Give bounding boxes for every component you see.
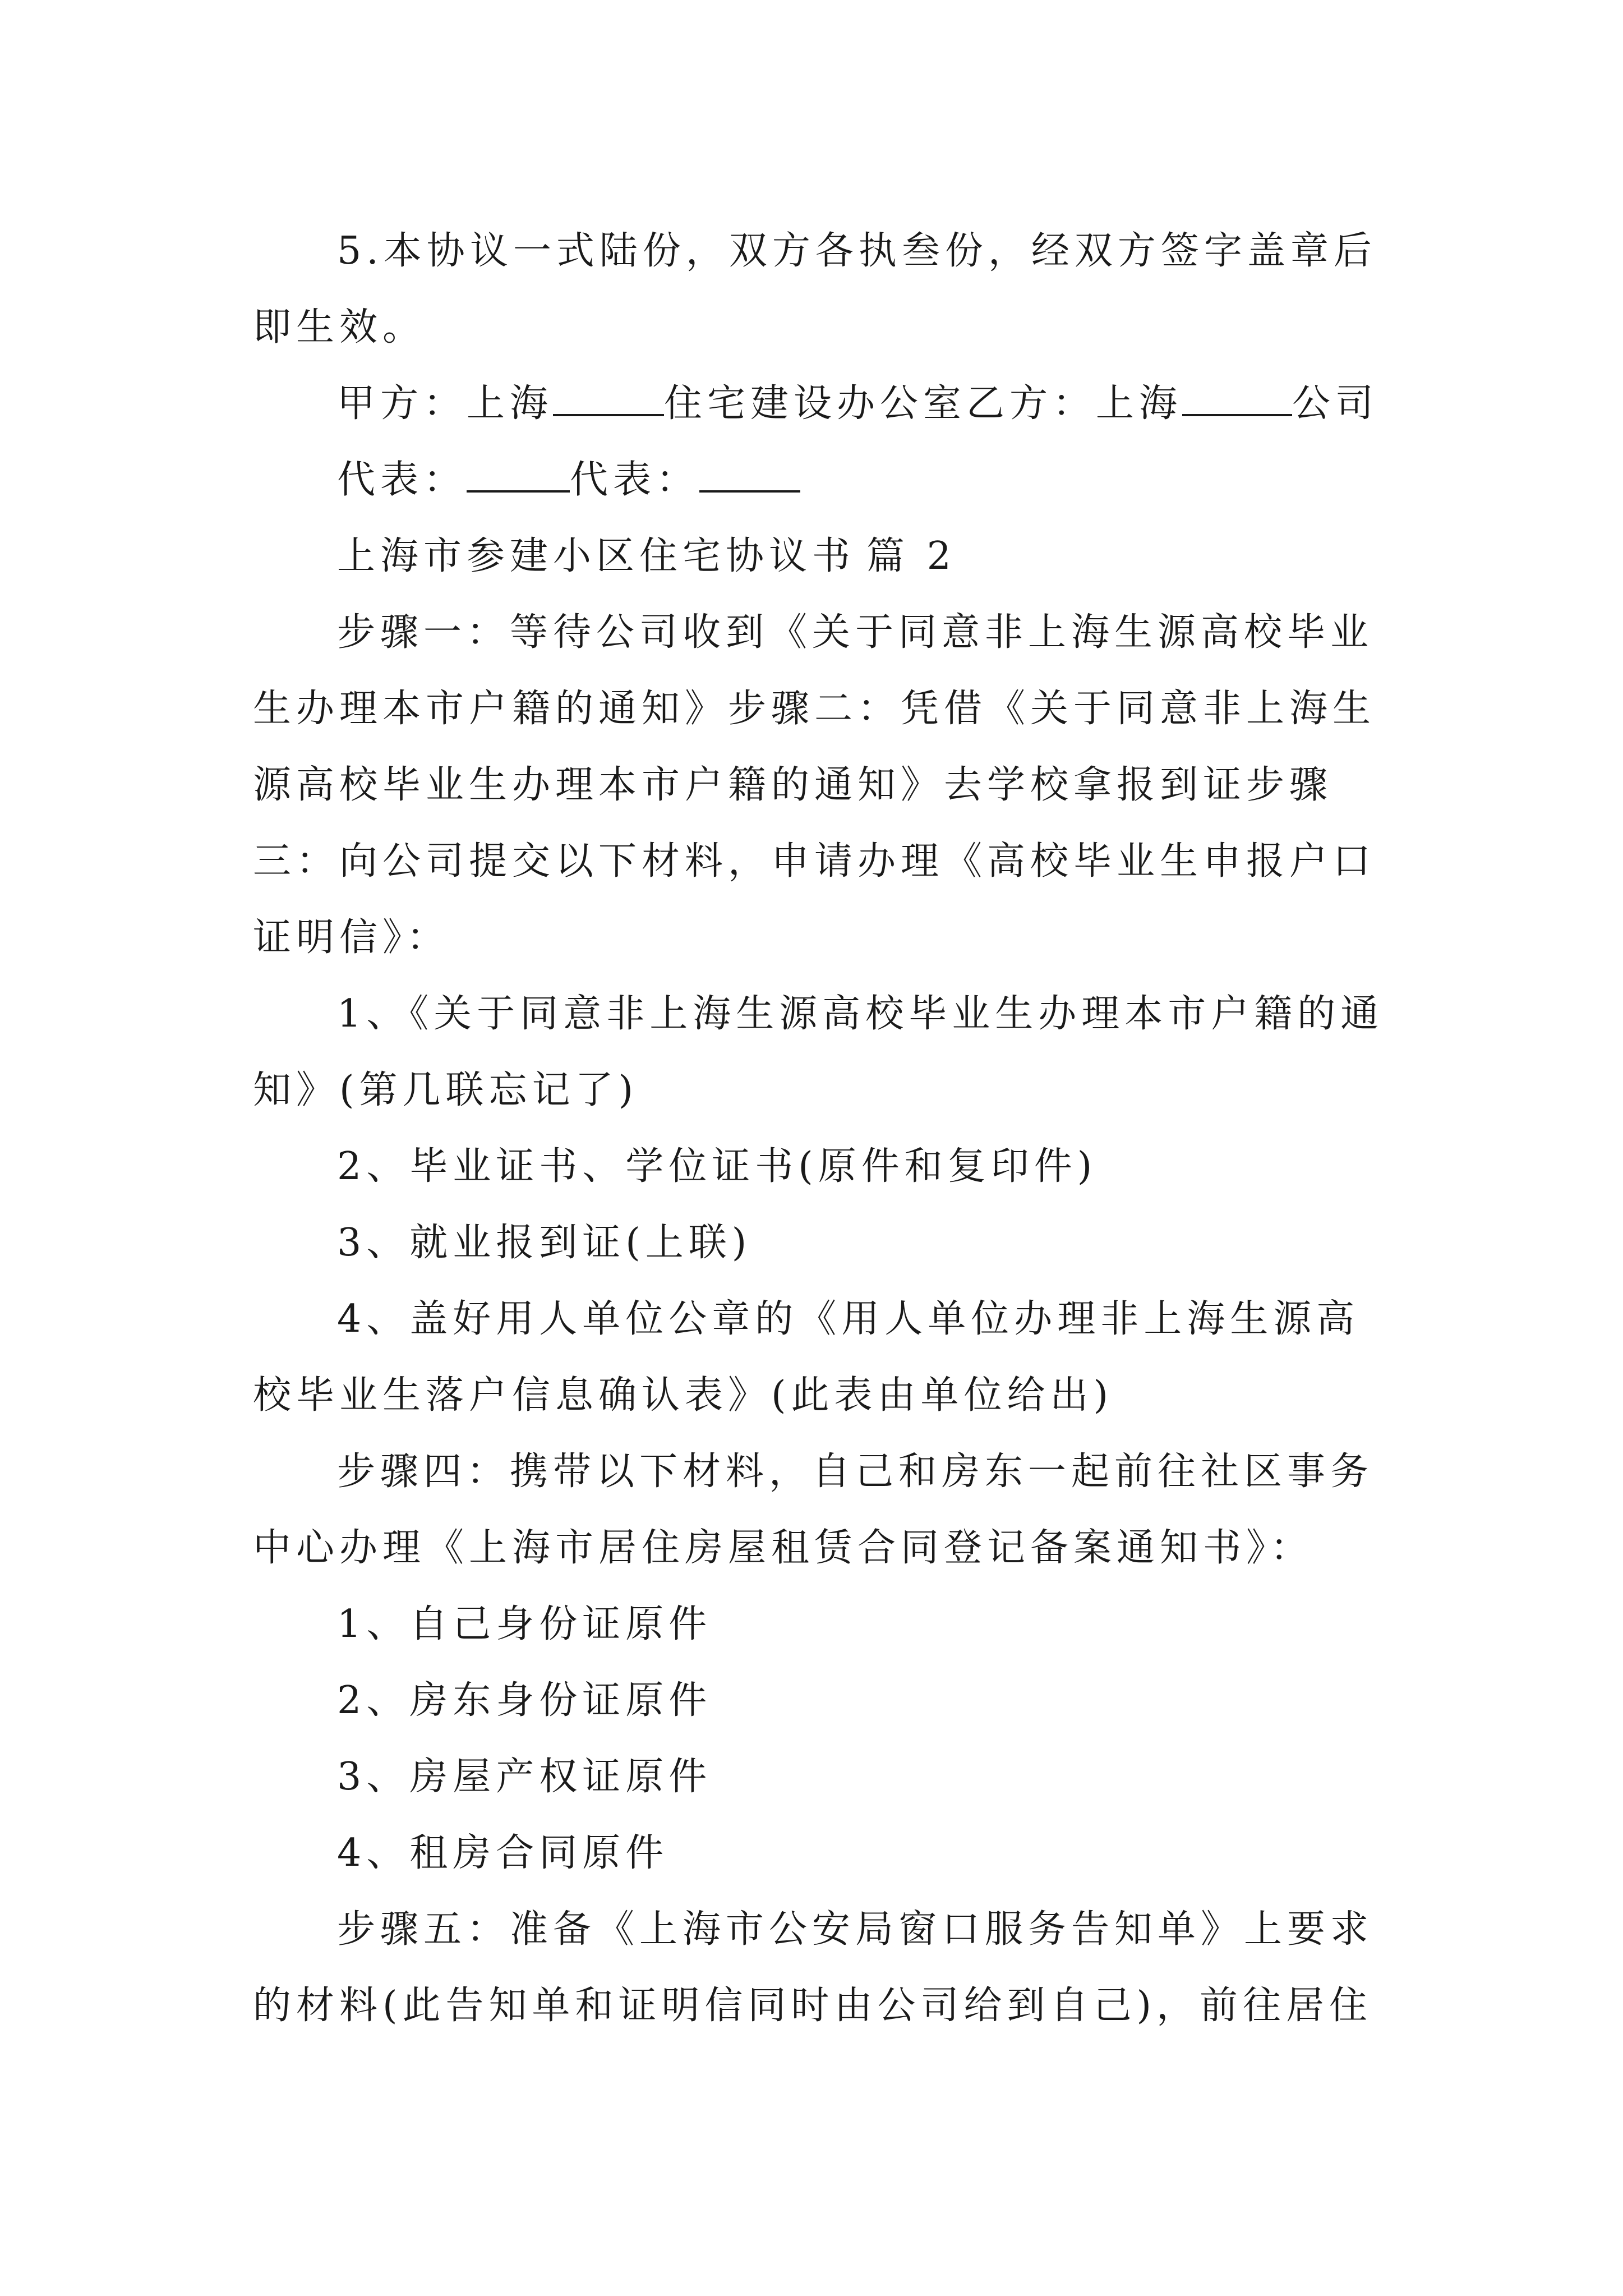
clause-5-paragraph: 5.本协议一式陆份，双方各执叁份，经双方签字盖章后即生效。 <box>253 229 1377 349</box>
step4-item-3: 3、房屋产权证原件 <box>337 1755 712 1799</box>
step3-item-3: 3、就业报到证(上联) <box>337 1221 752 1265</box>
step3-item-2: 2、毕业证书、学位证书(原件和复印件) <box>337 1144 1098 1189</box>
steps-1-3-paragraph: 步骤一：等待公司收到《关于同意非上海生源高校毕业生办理本市户籍的通知》步骤二：凭借《关于同意非上海生源高校毕业生办理本市户籍的通知》去学校拿报到证步骤三：向公司提交以下材料，申请办理《高校毕业生申报户口证明信》： <box>253 610 1376 960</box>
step-5-paragraph: 步骤五：准备《上海市公安局窗口服务告知单》上要求的材料(此告知单和证明信同时由公司给到自己)，前往居住 <box>253 1907 1374 2028</box>
section-title: 上海市参建小区住宅协议书 <box>337 534 856 578</box>
rep-a-blank <box>467 458 570 493</box>
party-b-blank <box>1182 381 1292 416</box>
parties-line <box>253 366 1385 442</box>
section-heading <box>253 518 1385 595</box>
rep-b-blank <box>699 458 800 493</box>
representatives-line <box>253 442 1385 518</box>
rep-a-label: 代表： <box>337 458 467 502</box>
step4-item-2: 2、房东身份证原件 <box>337 1678 712 1723</box>
step-4-paragraph: 步骤四：携带以下材料，自己和房东一起前往社区事务中心办理《上海市居住房屋租赁合同登记备案通知书》： <box>253 1450 1374 1570</box>
party-a-label: 甲方：上海 <box>337 381 554 426</box>
step4-item-1: 1、自己身份证原件 <box>337 1602 712 1646</box>
step3-item-1: 1、《关于同意非上海生源高校毕业生办理本市户籍的通知》(第几联忘记了) <box>253 992 1384 1112</box>
party-a-blank <box>553 381 664 416</box>
document-body <box>253 213 1385 2044</box>
rep-b-label: 代表： <box>570 458 700 502</box>
party-b-suffix: 公司 <box>1292 381 1379 426</box>
section-number: 篇 2 <box>866 534 956 578</box>
step3-item-4: 4、盖好用人单位公章的《用人单位办理非上海生源高校毕业生落户信息确认表》(此表由单位给出) <box>253 1297 1360 1418</box>
party-b-label: 乙方：上海 <box>966 381 1183 426</box>
party-a-suffix: 住宅建设办公室 <box>664 381 967 426</box>
step4-item-4: 4、租房合同原件 <box>337 1831 669 1875</box>
